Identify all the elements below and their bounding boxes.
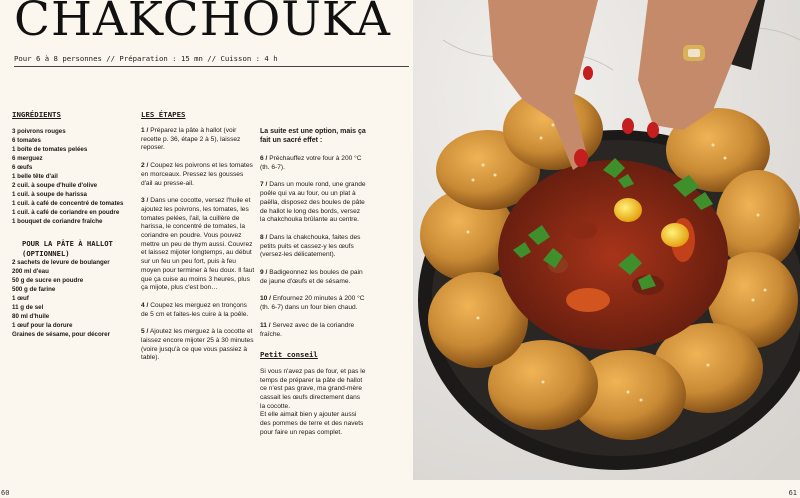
list-item: 1 cuil. à soupe de harissa [12, 191, 87, 199]
list-item: 1 belle tête d'ail [12, 173, 58, 181]
ingredients-heading: INGRÉDIENTS [12, 110, 61, 119]
tip-paragraph: Si vous n'avez pas de four, et pas le temps de préparer la pâte de hallot ce n'est pas grave, ma grand-mère cassait les œufs directement dans la cocotte. [260, 367, 366, 410]
list-item: 80 ml d'huile [12, 313, 50, 321]
step-text: Dans un moule rond, une grande poêle qui va au four, ou un plat à paëlla, disposez des boules de pâte de hallot le long des bords, versez la chakchouka brûlante au centre. [260, 181, 366, 224]
step-number: 11 / [260, 321, 271, 329]
list-item: 3 poivrons rouges [12, 128, 66, 135]
step-number: 3 / [141, 197, 149, 205]
step-number: 2 / [141, 162, 149, 170]
list-item: 2 cuil. à soupe d'huile d'olive [12, 182, 98, 190]
dough-ingredients-list [12, 258, 138, 339]
tip-heading: Petit conseil [260, 350, 318, 360]
tip-box [260, 351, 366, 437]
step-1 [141, 127, 255, 153]
list-item: 500 g de farine [12, 286, 56, 294]
step-2 [141, 162, 255, 188]
list-item: 1 cuil. à café de concentré de tomates [12, 200, 124, 208]
step-number: 8 / [260, 233, 268, 241]
list-item: Graines de sésame, pour décorer [12, 331, 111, 339]
step-6 [260, 155, 366, 172]
dough-heading [22, 239, 113, 259]
dough-heading-title: POUR LA PÂTE À HALLOT [22, 239, 113, 248]
dough-heading-note: (OPTIONNEL) [22, 249, 70, 258]
list-item: 6 tomates [12, 137, 41, 145]
step-text: Coupez les poivrons et les tomates en morceaux. Pressez les gousses d'ail au presse-ail. [141, 162, 253, 187]
ingredients-list [12, 127, 138, 227]
step-text: Enfournez 20 minutes à 200 °C (th. 6-7) dans un four bien chaud. [260, 295, 365, 312]
step-text: Préparez la pâte à hallot (voir recette p. 36, étape 2 à 5), laissez reposer. [141, 127, 241, 152]
list-item: 200 ml d'eau [12, 268, 49, 276]
option-note: La suite est une option, mais ça fait un sacré effet : [260, 128, 366, 144]
steps-column-1 [141, 127, 255, 372]
step-4 [141, 302, 255, 319]
step-number: 4 / [141, 301, 149, 309]
chakchouka-photo [413, 0, 800, 480]
list-item: 50 g de sucre en poudre [12, 277, 84, 285]
step-number: 7 / [260, 181, 268, 189]
step-number: 6 / [260, 155, 268, 162]
step-8 [260, 234, 366, 260]
step-number: 1 / [141, 127, 149, 134]
tip-paragraph: Et elle aimait bien y ajouter aussi des pommes de terre et des navets pour faire un repas complet. [260, 411, 364, 436]
step-number: 9 / [260, 269, 268, 277]
step-text: Préchauffez votre four à 200 °C (th. 6-7). [260, 155, 362, 171]
list-item: 1 œuf [12, 295, 29, 303]
list-item: 1 cuil. à café de coriandre en poudre [12, 209, 120, 217]
step-number: 10 / [260, 295, 271, 303]
step-7 [260, 181, 366, 225]
step-number: 5 / [141, 328, 149, 336]
step-text: Dans une cocotte, versez l'huile et ajoutez les poivrons, les tomates, les tomates pelées, l'ail, la cuillère de harissa, le concentré de tomates, la coriandre en poudre. Vous pouvez mettre un peu de thym aussi. Couvrez et laissez mijoter longtemps, au début sur un feu un peu fort, puis à feu moyen pour terminer à feu doux. Il faut que ça cuise au moins 3 heures, plus ça mijote, plus c'est bon… [141, 197, 255, 292]
page-number-left: 60 [1, 489, 10, 497]
step-text: Dans la chakchouka, faites des petits puits et cassez-y les œufs (versez-les délicatement). [260, 233, 361, 259]
step-9 [260, 269, 366, 286]
list-item: 11 g de sel [12, 304, 44, 312]
step-3 [141, 197, 255, 293]
recipe-title: CHAKCHOUKA [14, 0, 391, 47]
list-item: 6 merguez [12, 155, 43, 163]
page-number-right: 61 [788, 489, 797, 497]
step-text: Servez avec de la coriandre fraîche. [260, 321, 355, 338]
steps-column-2 [260, 127, 366, 438]
recipe-meta: Pour 6 à 8 personnes // Préparation : 15 mn // Cuisson : 4 h [14, 54, 409, 67]
list-item: 1 bouquet de coriandre fraîche [12, 218, 103, 226]
step-11 [260, 322, 366, 339]
step-text: Coupez les merguez en tronçons de 5 cm et faites-les cuire à la poêle. [141, 301, 249, 318]
step-text: Ajoutez les merguez à la cocotte et laissez encore mijoter 25 à 30 minutes (voire jusqu'à ce que vous passiez à table). [141, 328, 254, 362]
list-item: 2 sachets de levure de boulanger [12, 259, 110, 266]
step-5 [141, 328, 255, 363]
list-item: 1 boîte de tomates pelées [12, 146, 88, 154]
list-item: 1 œuf pour la dorure [12, 322, 73, 330]
steps-heading: LES ÉTAPES [141, 110, 186, 119]
list-item: 6 œufs [12, 164, 33, 172]
step-10 [260, 295, 366, 312]
step-text: Badigeonnez les boules de pain de jaune d'œufs et de sésame. [260, 269, 363, 285]
